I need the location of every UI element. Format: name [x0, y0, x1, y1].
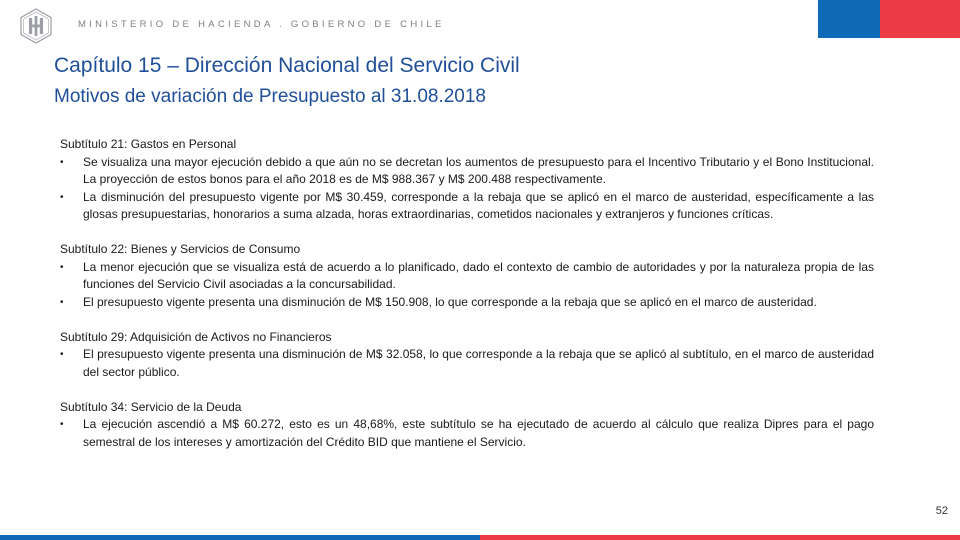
- section-subtitulo-22: [60, 241, 874, 311]
- ministry-header: MINISTERIO DE HACIENDA . GOBIERNO DE CHILE: [78, 19, 445, 30]
- bullet-item: • La menor ejecución que se visualiza está de acuerdo a lo planificado, dado el contexto de cambio de autoridades y por la naturaleza propia de las funciones del Servicio Civil asociadas a la concursabilidad.: [60, 259, 874, 294]
- flag-red-block: [880, 0, 960, 38]
- bullet-list: [60, 154, 874, 224]
- flag-blue-block: [818, 0, 880, 38]
- page-number: 52: [935, 505, 948, 517]
- bullet-item: • El presupuesto vigente presenta una disminución de M$ 150.908, lo que corresponde a la rebaja que se aplicó en el marco de austeridad.: [60, 294, 874, 312]
- section-subtitulo-21: [60, 136, 874, 224]
- bullet-list: [60, 416, 874, 451]
- section-title: Subtítulo 22: Bienes y Servicios de Consumo: [60, 242, 301, 256]
- bullet-list: [60, 259, 874, 312]
- section-title: Subtítulo 34: Servicio de la Deuda: [60, 399, 242, 414]
- section-subtitulo-34: [60, 399, 874, 452]
- section-subtitulo-29: [60, 329, 874, 382]
- content-body: [60, 136, 874, 469]
- bottom-accent-bar: [0, 535, 960, 540]
- section-title: Subtítulo 21: Gastos en Personal: [60, 137, 237, 151]
- bullet-item: • Se visualiza una mayor ejecución debido a que aún no se decretan los aumentos de presupuesto para el Incentivo Tributario y el Bono Institucional. La proyección de estos bonos para el año 2018 es de M$ 988.367 y M$ 200.488 respectivamente.: [60, 154, 874, 189]
- bullet-item: • El presupuesto vigente presenta una disminución de M$ 32.058, lo que corresponde a la rebaja que se aplicó al subtítulo, en el marco de austeridad del sector público.: [60, 346, 874, 381]
- bullet-list: [60, 346, 874, 381]
- bullet-item: • La ejecución ascendió a M$ 60.272, esto es un 48,68%, este subtítulo se ha ejecutado de acuerdo al cálculo que realiza Dipres para el pago semestral de los intereses y amortización del Crédito BID que mantiene el Servicio.: [60, 416, 874, 451]
- ministry-seal-icon: [18, 8, 54, 44]
- slide-subtitle: Motivos de variación de Presupuesto al 31.08.2018: [54, 86, 486, 107]
- section-title: Subtítulo 29: Adquisición de Activos no Financieros: [60, 329, 332, 344]
- bullet-item: • La disminución del presupuesto vigente por M$ 30.459, corresponde a la rebaja que se aplicó en el marco de austeridad, específicamente a las glosas presupuestarias, honorarios a suma alzada, horas extraordinarias, cometidos nacionales y extranjeros y funciones críticas.: [60, 189, 874, 224]
- slide-title: Capítulo 15 – Dirección Nacional del Servicio Civil: [54, 54, 520, 77]
